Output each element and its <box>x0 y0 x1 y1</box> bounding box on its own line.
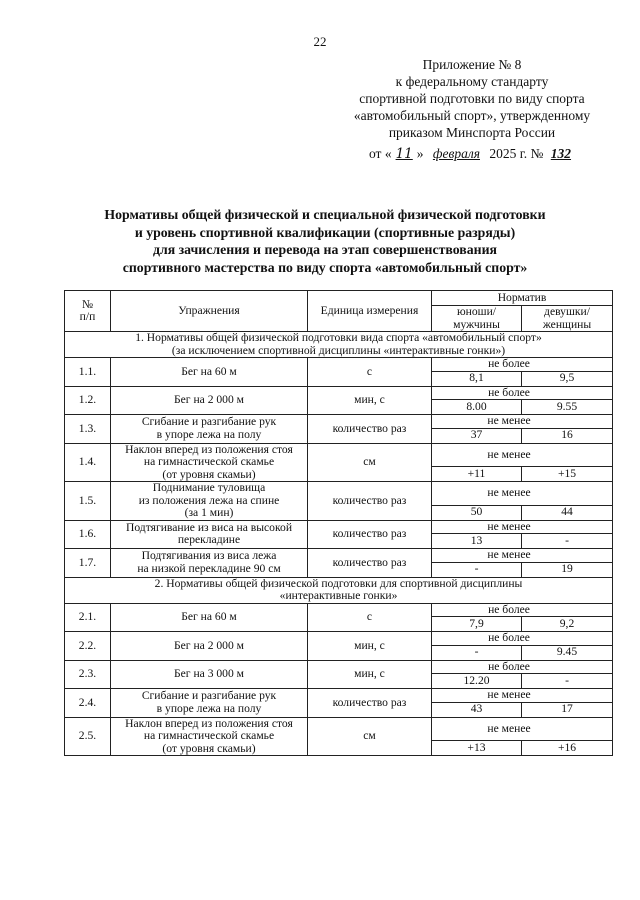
title-line: для зачисления и перевода на этап совершенствования <box>153 242 497 257</box>
section-row <box>65 577 613 603</box>
row-unit: мин, с <box>308 386 432 415</box>
value-girls: 9,5 <box>522 371 613 386</box>
row-unit: количество раз <box>308 482 432 521</box>
row-unit: с <box>308 603 432 632</box>
table-row <box>65 415 613 429</box>
row-limit: не более <box>432 358 613 372</box>
table-row <box>65 689 613 703</box>
row-number: 2.1. <box>65 603 111 632</box>
appendix-line: «автомобильный спорт», утвержденному <box>353 108 591 123</box>
row-unit: см <box>308 443 432 482</box>
row-limit: не менее <box>432 415 613 429</box>
row-exercise: Наклон вперед из положения стоя на гимнастической скамье (от уровня скамьи) <box>111 717 308 756</box>
value-girls: - <box>522 534 613 549</box>
value-boys: - <box>432 562 522 577</box>
row-exercise: Бег на 2 000 м <box>111 386 308 415</box>
value-boys: 50 <box>432 505 522 520</box>
row-limit: не более <box>432 660 613 674</box>
row-unit: с <box>308 358 432 387</box>
row-exercise: Подтягивание из виса на высокой перекладине <box>111 520 308 549</box>
section-title: 1. Нормативы общей физической подготовки вида спорта «автомобильный спорт» (за исключением спортивной дисциплины «интерактивные гонки») <box>65 332 613 358</box>
value-girls: +15 <box>522 467 613 482</box>
value-boys: 8,1 <box>432 371 522 386</box>
row-limit: не менее <box>432 689 613 703</box>
value-boys: 7,9 <box>432 617 522 632</box>
header-unit: Единица измерения <box>308 291 432 332</box>
appendix-line: спортивной подготовки по виду спорта <box>359 91 585 106</box>
row-unit: мин, с <box>308 632 432 661</box>
row-number: 2.3. <box>65 660 111 689</box>
row-limit: не менее <box>432 443 613 467</box>
row-limit: не менее <box>432 482 613 506</box>
row-exercise: Подтягивания из виса лежа на низкой перекладине 90 см <box>111 549 308 578</box>
header-norm: Норматив <box>432 291 613 306</box>
value-girls: +16 <box>522 741 613 756</box>
table-row <box>65 632 613 646</box>
row-unit: мин, с <box>308 660 432 689</box>
table-row <box>65 717 613 741</box>
row-exercise: Наклон вперед из положения стоя на гимнастической скамье (от уровня скамьи) <box>111 443 308 482</box>
order-number: 132 <box>550 146 572 161</box>
row-number: 1.6. <box>65 520 111 549</box>
table-row <box>65 386 613 400</box>
value-boys: 37 <box>432 428 522 443</box>
row-unit: количество раз <box>308 549 432 578</box>
row-limit: не более <box>432 386 613 400</box>
date-day: 11 <box>395 146 413 162</box>
value-girls: 9,2 <box>522 617 613 632</box>
value-girls: 9.45 <box>522 645 613 660</box>
document-title <box>40 206 610 276</box>
row-number: 2.4. <box>65 689 111 718</box>
row-unit: количество раз <box>308 415 432 444</box>
row-exercise: Поднимание туловища из положения лежа на спине (за 1 мин) <box>111 482 308 521</box>
value-boys: 43 <box>432 702 522 717</box>
row-exercise: Сгибание и разгибание рук в упоре лежа на полу <box>111 689 308 718</box>
title-line: Нормативы общей физической и специальной физической подготовки <box>104 207 546 222</box>
value-boys: 13 <box>432 534 522 549</box>
row-limit: не менее <box>432 717 613 741</box>
appendix-block <box>322 56 622 163</box>
row-number: 1.4. <box>65 443 111 482</box>
date-month: февраля <box>432 146 480 161</box>
value-girls: - <box>522 674 613 689</box>
row-unit: количество раз <box>308 520 432 549</box>
header-girls: девушки/ женщины <box>522 306 613 332</box>
header-boys: юноши/ мужчины <box>432 306 522 332</box>
value-boys: +13 <box>432 741 522 756</box>
value-boys: 8.00 <box>432 400 522 415</box>
date-prefix: от « <box>368 146 392 161</box>
row-exercise: Бег на 60 м <box>111 603 308 632</box>
row-limit: не более <box>432 603 613 617</box>
row-limit: не менее <box>432 520 613 534</box>
row-unit: см <box>308 717 432 756</box>
norms-table <box>64 290 613 756</box>
row-exercise: Сгибание и разгибание рук в упоре лежа на полу <box>111 415 308 444</box>
table-row <box>65 482 613 506</box>
row-number: 1.2. <box>65 386 111 415</box>
title-line: и уровень спортивной квалификации (спортивные разряды) <box>134 224 516 240</box>
title-line: спортивного мастерства по виду спорта «автомобильный спорт» <box>122 259 528 275</box>
row-number: 2.5. <box>65 717 111 756</box>
row-limit: не менее <box>432 549 613 563</box>
header-exercise: Упражнения <box>111 291 308 332</box>
row-number: 1.5. <box>65 482 111 521</box>
row-number: 1.3. <box>65 415 111 444</box>
row-number: 1.1. <box>65 358 111 387</box>
header-num: № п/п <box>65 291 111 332</box>
row-exercise: Бег на 2 000 м <box>111 632 308 661</box>
table-row <box>65 660 613 674</box>
row-exercise: Бег на 60 м <box>111 358 308 387</box>
value-boys: +11 <box>432 467 522 482</box>
value-girls: 17 <box>522 702 613 717</box>
table-row <box>65 603 613 617</box>
value-girls: 44 <box>522 505 613 520</box>
row-limit: не более <box>432 632 613 646</box>
page-number: 22 <box>313 34 327 49</box>
section-row <box>65 332 613 358</box>
date-year: 2025 г. № <box>489 146 544 161</box>
row-number: 2.2. <box>65 632 111 661</box>
date-mid: » <box>416 146 424 161</box>
value-girls: 16 <box>522 428 613 443</box>
appendix-date-line <box>322 145 622 163</box>
appendix-line: к федеральному стандарту <box>395 74 549 89</box>
value-boys: - <box>432 645 522 660</box>
table-row <box>65 549 613 563</box>
section-title: 2. Нормативы общей физической подготовки для спортивной дисциплины «интерактивные гонки» <box>65 577 613 603</box>
table-row <box>65 520 613 534</box>
value-boys: 12.20 <box>432 674 522 689</box>
row-unit: количество раз <box>308 689 432 718</box>
appendix-line: приказом Минспорта России <box>388 125 556 140</box>
value-girls: 19 <box>522 562 613 577</box>
row-exercise: Бег на 3 000 м <box>111 660 308 689</box>
value-girls: 9.55 <box>522 400 613 415</box>
table-row <box>65 358 613 372</box>
table-row <box>65 443 613 467</box>
row-number: 1.7. <box>65 549 111 578</box>
appendix-line: Приложение № 8 <box>422 57 522 72</box>
